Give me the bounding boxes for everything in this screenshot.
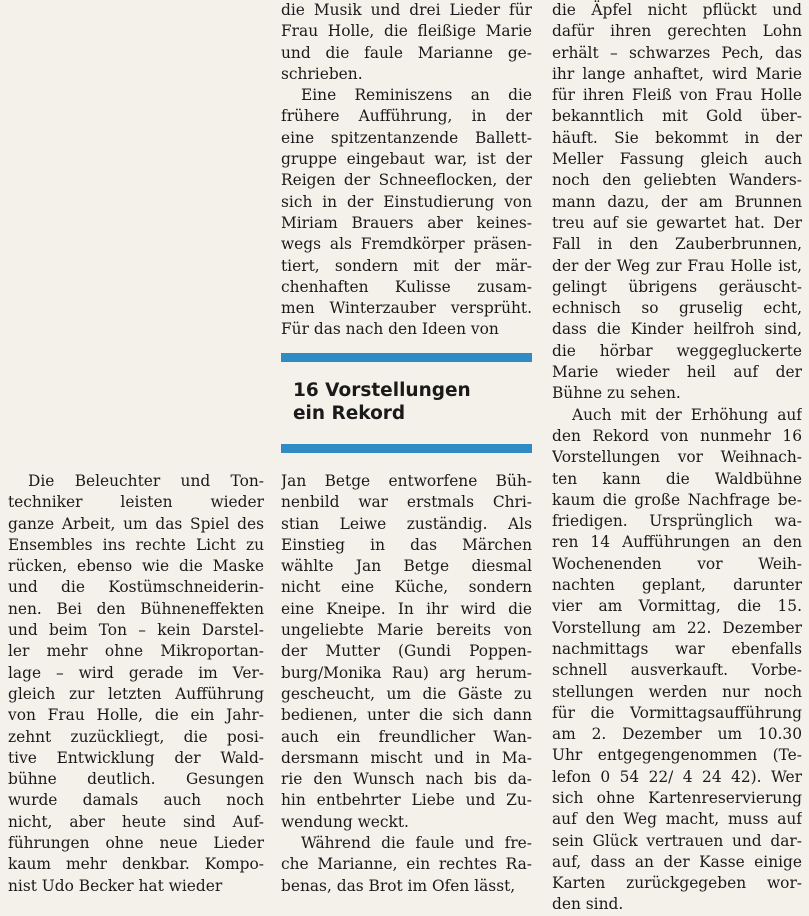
text-line: rücken, ebenso wie die Maske: [8, 557, 264, 576]
text-line: für ihren Fleiß von Frau Holle: [552, 86, 802, 105]
text-line: den sind.: [552, 895, 624, 914]
text-line: Vorstellungen vor Weihnach-: [552, 448, 802, 467]
text-line: hin entbehrter Liebe und Zu-: [281, 791, 532, 810]
text-line: ungeliebte Marie bereits von: [281, 621, 532, 640]
article-column-1: [8, 471, 264, 897]
text-line: erhält – schwarzes Pech, das: [552, 43, 802, 62]
text-line: gelingt übrigens geräuscht-: [552, 277, 802, 296]
text-line: stellungen werden nur noch: [552, 682, 802, 701]
text-line: lage – wird gerade im Ver-: [8, 663, 264, 682]
text-line: die Äpfel nicht pflückt und: [552, 1, 802, 19]
text-line: und die Kostümschneiderin-: [8, 578, 264, 597]
text-line: Für das nach den Ideen von: [281, 320, 499, 339]
text-line: ler mehr ohne Mikroportan-: [8, 642, 264, 661]
text-line: nicht, aber heute sind Auf-: [8, 812, 264, 831]
text-line: Fall in den Zauberbrunnen,: [552, 235, 802, 254]
headline-line-2: ein Rekord: [293, 403, 406, 424]
text-line: Wochenenden vor Weih-: [552, 554, 802, 573]
text-line: nachmittags war ebenfalls: [552, 639, 802, 658]
text-line: Vorstellung am 22. Dezember: [552, 618, 802, 637]
text-line: schrieben.: [281, 64, 363, 83]
text-line: nenbild war erstmals Chri-: [281, 493, 532, 512]
text-line: wurde damals auch noch: [8, 791, 264, 810]
text-line: treu auf sie gewartet hat. Der: [552, 213, 802, 232]
text-line: sich in der Einstudierung von: [281, 192, 532, 211]
text-line: kaum die große Nachfrage be-: [552, 490, 802, 509]
text-line: echnisch so gruselig echt,: [552, 299, 802, 318]
text-line: ten kann die Waldbühne: [552, 469, 802, 488]
text-line: Marie wieder heil auf der: [552, 363, 802, 382]
text-line: frühere Aufführung, in der: [281, 107, 532, 126]
article-column-2-top: [281, 0, 532, 341]
article-column-2-bottom: [281, 471, 532, 897]
text-line: für die Vormittagsaufführung: [552, 703, 802, 722]
text-line: ganze Arbeit, um das Spiel des: [8, 514, 264, 533]
text-line: lefon 0 54 22/ 4 24 42). Wer: [552, 767, 802, 786]
text-line: und beim Ton – kein Darstel-: [8, 621, 264, 640]
text-line: gescheucht, um die Gäste zu: [281, 684, 532, 703]
text-line: Uhr entgegengenommen (Te-: [552, 746, 802, 765]
text-line: Jan Betge entworfene Büh-: [281, 472, 532, 490]
text-line: Frau Holle, die fleißige Marie: [281, 22, 532, 41]
text-line: schnell ausverkauft. Vorbe-: [552, 661, 802, 680]
text-line: bedienen, unter die sich dann: [281, 706, 532, 725]
text-line: Während die faule und fre-: [301, 834, 532, 853]
text-line: zehnt zuzückliegt, die posi-: [8, 727, 264, 746]
text-line: nist Udo Becker hat wieder: [8, 876, 223, 895]
text-line: am 2. Dezember um 10.30: [552, 725, 802, 744]
text-line: Reigen der Schneeflocken, der: [281, 171, 532, 190]
text-line: wendung weckt.: [281, 812, 409, 831]
text-line: sein Glück vertrauen und dar-: [552, 831, 802, 850]
text-line: techniker leisten wieder: [8, 493, 264, 512]
text-line: friedigen. Ursprünglich wa-: [552, 512, 802, 531]
text-line: auf den Weg macht, muss auf: [552, 810, 802, 829]
text-line: der Mutter (Gundi Poppen-: [281, 642, 532, 661]
text-line: stian Leiwe zuständig. Als: [281, 514, 532, 533]
text-line: nen. Bei den Bühneneffekten: [8, 599, 264, 618]
headline-rule-bottom: [281, 444, 532, 453]
text-line: auch ein freundlicher Wan-: [281, 727, 532, 746]
text-line: Bühne zu sehen.: [552, 384, 681, 403]
text-line: bekanntlich mit Gold über-: [552, 107, 802, 126]
text-line: dersmann mischt und in Ma-: [281, 748, 532, 767]
text-line: chenhaften Kulisse zusam-: [281, 277, 532, 296]
text-line: rie den Wunsch nach bis da-: [281, 770, 532, 789]
text-line: Eine Reminiszens an die: [301, 86, 532, 105]
text-line: die hörbar weggegluckerte: [552, 341, 802, 360]
text-line: Einstieg in das Märchen: [281, 535, 532, 554]
text-line: burg/Monika Rau) arg herum-: [281, 663, 532, 682]
text-line: und die faule Marianne ge-: [281, 43, 532, 62]
text-line: noch den geliebten Wanders-: [552, 171, 802, 190]
text-line: tiert, sondern mit der mär-: [281, 256, 532, 275]
headline-rule-top: [281, 353, 532, 362]
text-line: führungen ohne neue Lieder: [8, 834, 264, 853]
text-line: Miriam Brauers aber keines-: [281, 213, 532, 232]
text-line: Ensembles ins rechte Licht zu: [8, 535, 264, 554]
text-line: bühne deutlich. Gesungen: [8, 770, 264, 789]
text-line: dafür ihren gerechten Lohn: [552, 22, 802, 41]
text-line: mann dazu, der am Brunnen: [552, 192, 802, 211]
text-line: den Rekord von nunmehr 16: [552, 426, 802, 445]
text-line: eine Kneipe. In ihr wird die: [281, 599, 532, 618]
text-line: wählte Jan Betge diesmal: [281, 557, 532, 576]
text-line: eine spitzentanzende Ballett-: [281, 128, 532, 147]
text-line: tive Entwicklung der Wald-: [8, 748, 264, 767]
text-line: che Marianne, ein rechtes Ra-: [281, 855, 532, 874]
article-column-3: [552, 0, 802, 916]
text-line: ihr lange anhaftet, wird Marie: [552, 64, 802, 83]
text-line: benas, das Brot im Ofen lässt,: [281, 876, 516, 895]
text-line: kaum mehr denkbar. Kompo-: [8, 855, 264, 874]
text-line: Die Beleuchter und Ton-: [28, 472, 264, 490]
text-line: die Musik und drei Lieder für: [281, 1, 532, 19]
text-line: wegs als Fremdkörper präsen-: [281, 235, 532, 254]
text-line: Auch mit der Erhöhung auf: [572, 405, 802, 424]
section-headline: [293, 379, 523, 425]
text-line: häuft. Sie bekommt in der: [552, 128, 802, 147]
text-line: der der Weg zur Frau Holle ist,: [552, 256, 802, 275]
text-line: dass die Kinder heilfroh sind,: [552, 320, 802, 339]
text-line: von Frau Holle, die ein Jahr-: [8, 706, 264, 725]
text-line: Meller Fassung gleich auch: [552, 150, 802, 169]
text-line: nachten geplant, darunter: [552, 576, 802, 595]
text-line: vier am Vormittag, die 15.: [552, 597, 802, 616]
headline-line-1: 16 Vorstellungen: [293, 380, 471, 401]
text-line: auf, dass an der Kasse einige: [552, 852, 802, 871]
text-line: ren 14 Aufführungen an den: [552, 533, 802, 552]
text-line: gruppe eingebaut war, ist der: [281, 150, 532, 169]
text-line: Karten zurückgegeben wor-: [552, 874, 802, 893]
text-line: nicht eine Küche, sondern: [281, 578, 532, 597]
text-line: men Winterzauber versprüht.: [281, 299, 532, 318]
text-line: sich ohne Kartenreservierung: [552, 788, 802, 807]
text-line: gleich zur letzten Aufführung: [8, 684, 264, 703]
